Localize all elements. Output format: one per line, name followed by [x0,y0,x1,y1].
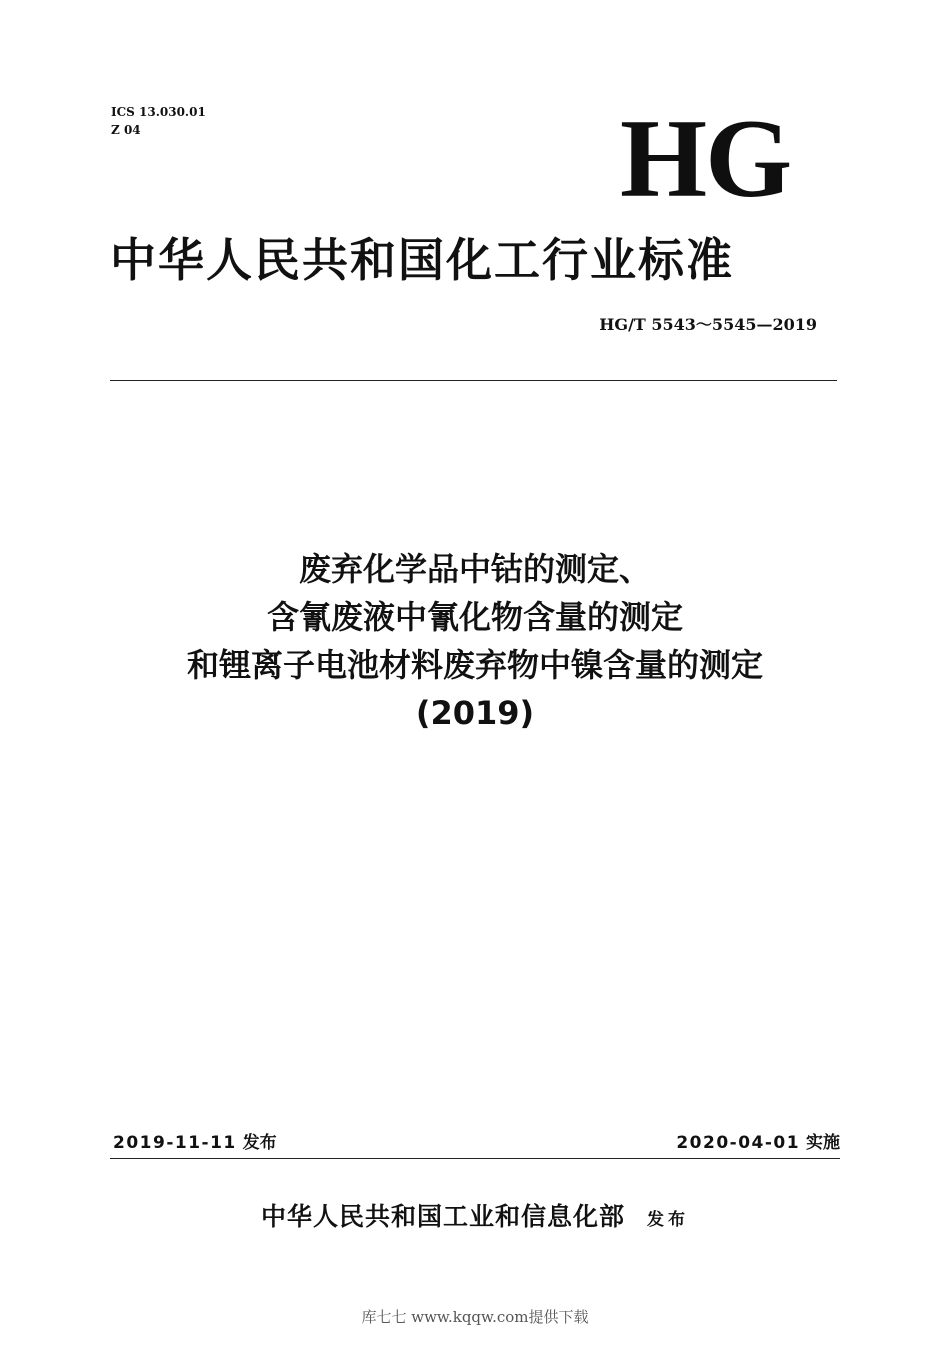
bottom-divider [110,1158,840,1159]
document-title [60,545,890,737]
title-line-2: 含氰废液中氰化物含量的测定 [266,598,683,636]
issuer-action: 发布 [647,1210,689,1230]
issuer-name: 中华人民共和国工业和信息化部 [260,1202,625,1231]
issuer-line [0,1200,950,1237]
standard-number: HG/T 5543～5545—2019 [599,315,817,334]
title-line-1: 废弃化学品中钴的测定、 [298,550,651,588]
title-line-3: 和锂离子电池材料废弃物中镍含量的测定 [186,646,763,684]
publish-label: 发布 [242,1133,277,1153]
implement-label: 实施 [806,1133,840,1153]
hg-logo: HG [620,97,791,221]
standard-type-heading: 中华人民共和国化工行业标准 [110,233,734,287]
download-watermark: 库七七 www.kqqw.com提供下载 [361,1308,589,1326]
dates-row [113,1131,840,1157]
top-divider [110,380,837,381]
implement-date: 2020-04-01 [676,1133,801,1153]
ics-code: ICS 13.030.01 [111,105,206,119]
title-line-4: (2019) [415,694,535,732]
implement-date-group [676,1131,840,1155]
ccs-code: Z 04 [111,123,141,137]
publish-date-group [113,1131,277,1155]
classification-codes [111,103,206,139]
publish-date: 2019-11-11 [113,1133,237,1153]
